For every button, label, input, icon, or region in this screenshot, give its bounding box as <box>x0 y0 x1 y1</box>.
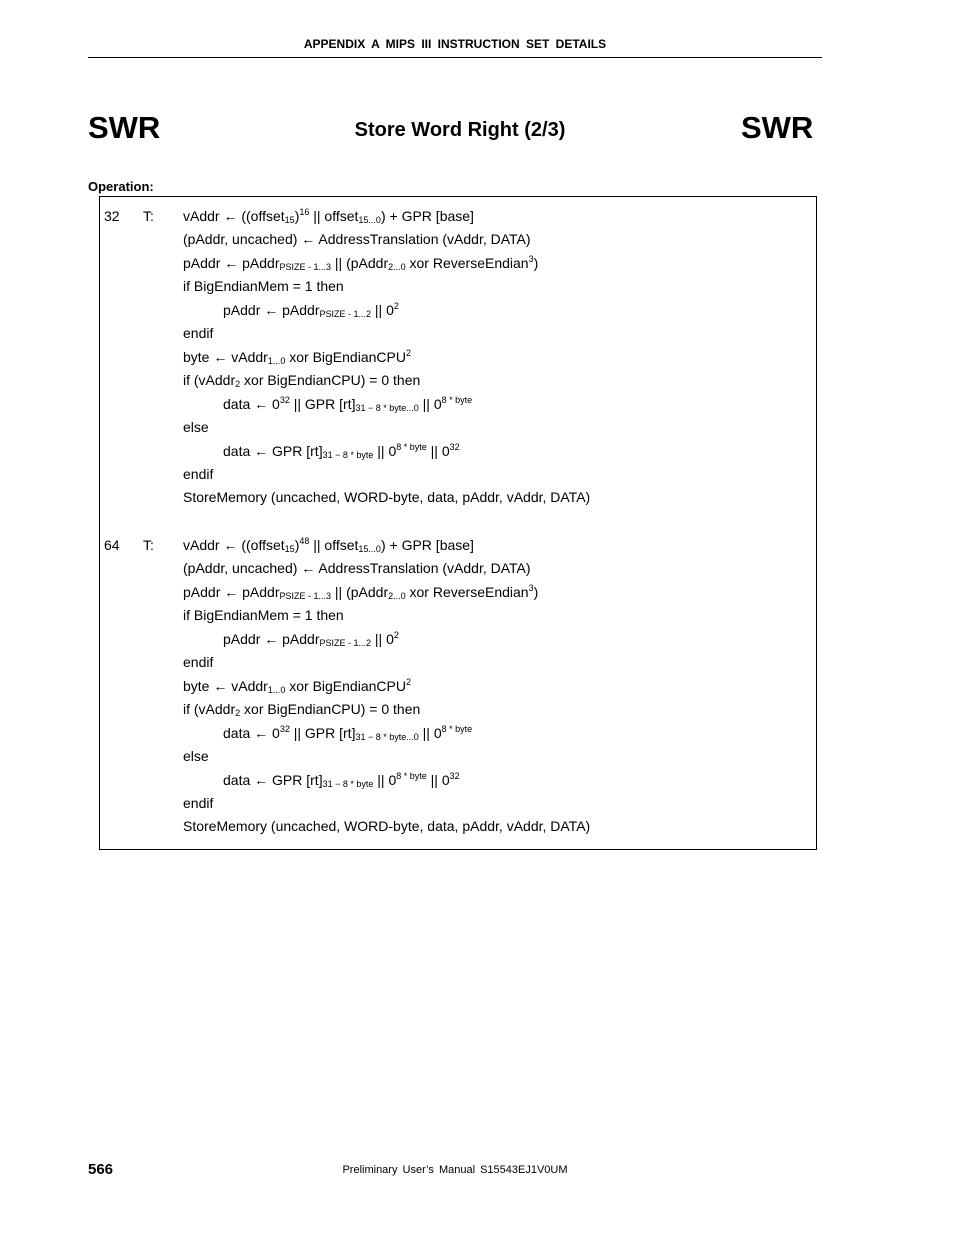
code-line: else <box>183 419 209 435</box>
code-line: if BigEndianMem = 1 then <box>183 607 344 623</box>
mnemonic-right: SWR <box>741 110 814 145</box>
mnemonic-left: SWR <box>88 110 161 145</box>
code-line: pAddr ← pAddr$_{PSIZE - 1...3}$ || (pAddr$_{2...0}$ xor ReverseEndian$^3$) <box>183 583 539 601</box>
code-line: data ← GPR $[rt]_{31 - 8 * byte}$ || $0^{8 * byte}$ || $0^{32}$ <box>223 442 460 460</box>
code-line: (pAddr, uncached) ← AddressTranslation (vAddr, DATA) <box>183 231 531 247</box>
phase-label: T: <box>143 537 154 553</box>
code-line: byte ← vAddr$_{1...0}$ xor BigEndianCPU$^2$ <box>183 348 411 366</box>
running-header: APPENDIX A MIPS III INSTRUCTION SET DETAILS <box>303 37 607 51</box>
operation-label: Operation: <box>88 179 154 194</box>
footer-text: Preliminary User’s Manual S15543EJ1V0UM <box>342 1164 568 1176</box>
code-line: pAddr ← pAddr$_{PSIZE - 1...3}$ || (pAddr$_{2...0}$ xor ReverseEndian$^3$) <box>183 254 539 272</box>
code-line: data ← $0^{32}$ || GPR $[rt]_{31 - 8 * byte...0}$ || $0^{8 * byte}$ <box>223 395 473 413</box>
code-line: endif <box>183 466 214 482</box>
code-line: StoreMemory (uncached, WORD-byte, data, pAddr, vAddr, DATA) <box>183 489 591 505</box>
code-line: if (vAddr$_2$ xor BigEndianCPU) = 0 then <box>183 372 421 389</box>
phase-label: T: <box>143 208 154 224</box>
code-line: pAddr ← pAddr$_{PSIZE - 1...2}$ || $0^2$ <box>223 630 399 648</box>
code-line: data ← $0^{32}$ || GPR $[rt]_{31 - 8 * byte...0}$ || $0^{8 * byte}$ <box>223 724 473 742</box>
code-line: endif <box>183 325 214 341</box>
code-line: pAddr ← pAddr$_{PSIZE - 1...2}$ || $0^2$ <box>223 301 399 319</box>
code-line: StoreMemory (uncached, WORD-byte, data, pAddr, vAddr, DATA) <box>183 818 591 834</box>
header-rule <box>88 57 822 58</box>
code-line: byte ← vAddr$_{1...0}$ xor BigEndianCPU$^2$ <box>183 677 411 695</box>
page-number: 566 <box>88 1161 114 1178</box>
operand-width-label: 64 <box>104 537 120 553</box>
code-line: endif <box>183 795 214 811</box>
code-line: if BigEndianMem = 1 then <box>183 278 344 294</box>
operand-width-label: 32 <box>104 208 120 224</box>
code-line: vAddr ← ((offset$_{15}$)$^{16}$ || offset$_{15...0}$) + GPR [base] <box>183 207 474 225</box>
page-title: Store Word Right (2/3) <box>354 119 566 141</box>
code-line: else <box>183 748 209 764</box>
code-line: vAddr ← ((offset$_{15}$)$^{48}$ || offset$_{15...0}$) + GPR [base] <box>183 536 474 554</box>
code-line: (pAddr, uncached) ← AddressTranslation (vAddr, DATA) <box>183 560 531 576</box>
code-line: endif <box>183 654 214 670</box>
code-line: data ← GPR $[rt]_{31 - 8 * byte}$ || $0^{8 * byte}$ || $0^{32}$ <box>223 771 460 789</box>
code-line: if (vAddr$_2$ xor BigEndianCPU) = 0 then <box>183 701 421 718</box>
